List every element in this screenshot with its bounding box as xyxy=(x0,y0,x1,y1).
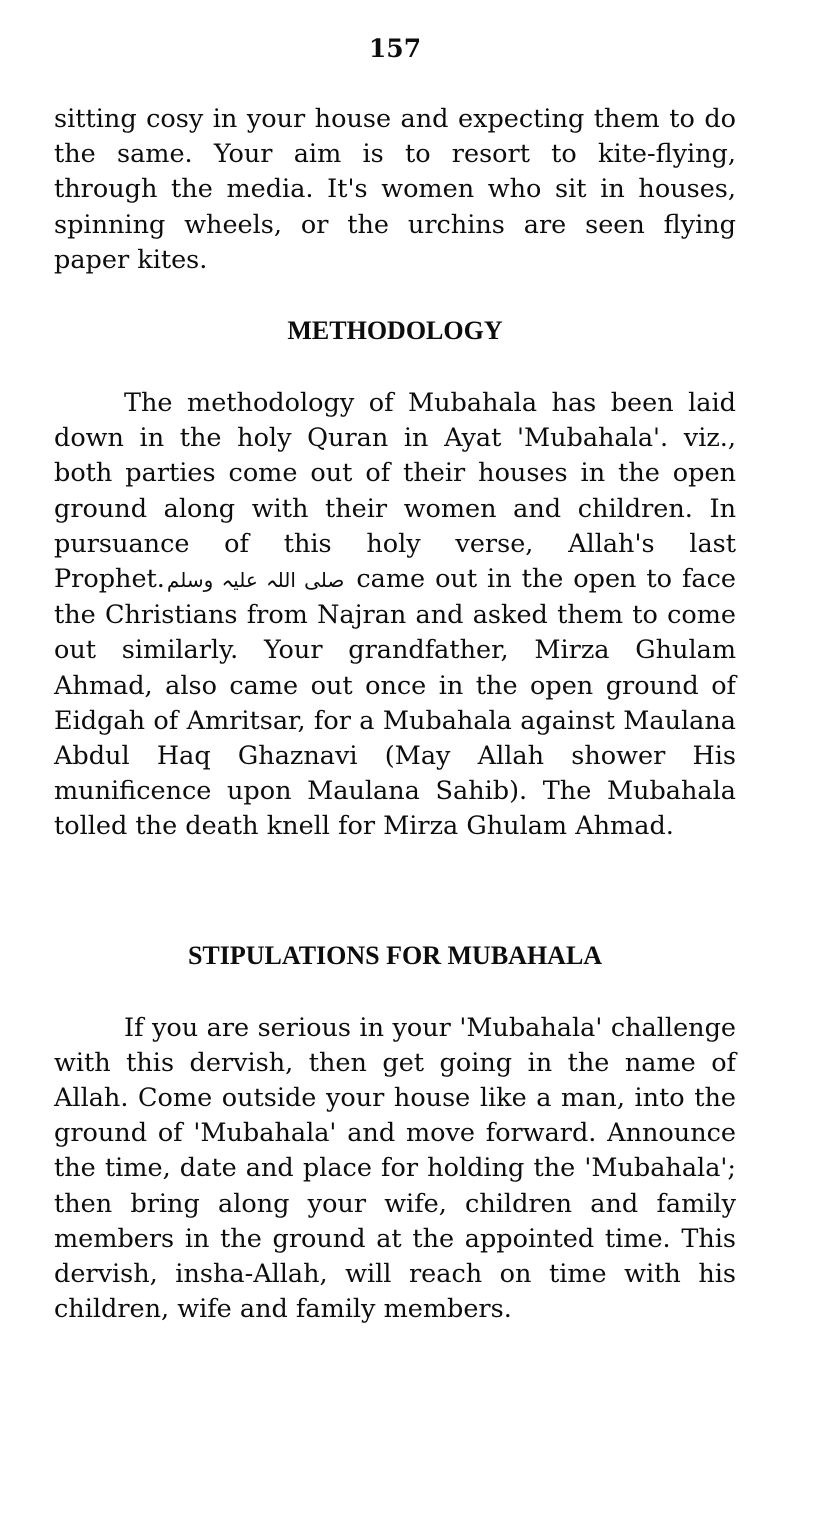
methodology-text-end: came out in the open to face the Christians from Najran and asked them to come out similarly. Your grandfather, Mirza Ghulam Ahmad, also came out once in the open ground of Eidgah of Amritsar, for a Mubahala against Maulana Abdul Haq Ghaznavi (May Allah shower His munificence upon Maulana Sahib). The Mubahala tolled the death knell for Mirza Ghulam Ahmad. xyxy=(54,564,736,842)
page-number: 157 xyxy=(368,34,422,63)
stipulations-heading: STIPULATIONS FOR MUBAHALA xyxy=(187,940,603,970)
stipulations-paragraph: If you are serious in your 'Mubahala' challenge with this dervish, then get going in the name of Allah. Come outside your house like a man, into the ground of 'Mubahala' and move forward. Announce the time, date and place for holding the 'Mubahala'; then bring along your wife, children and family members in the ground at the appointed time. This dervish, insha-Allah, will reach on time with his children, wife and family members. xyxy=(54,1012,736,1325)
book-page xyxy=(54,34,736,1327)
methodology-text-start: The methodology of Mubahala has been laid down in the holy Quran in Ayat 'Mubahala'. viz., both parties come out of their houses in the open ground along with their women and children. In pursuance of this holy verse, Allah's last Prophet. xyxy=(54,388,736,595)
intro-paragraph: sitting cosy in your house and expecting them to do the same. Your aim is to resort to kite-flying, through the media. It's women who sit in houses, spinning wheels, or the urchins are seen flying paper kites. xyxy=(54,104,736,275)
arabic-salutation: صلی اللہ علیہ وسلم xyxy=(166,568,345,593)
methodology-paragraph xyxy=(54,386,736,845)
methodology-heading: METHODOLOGY xyxy=(287,316,503,346)
